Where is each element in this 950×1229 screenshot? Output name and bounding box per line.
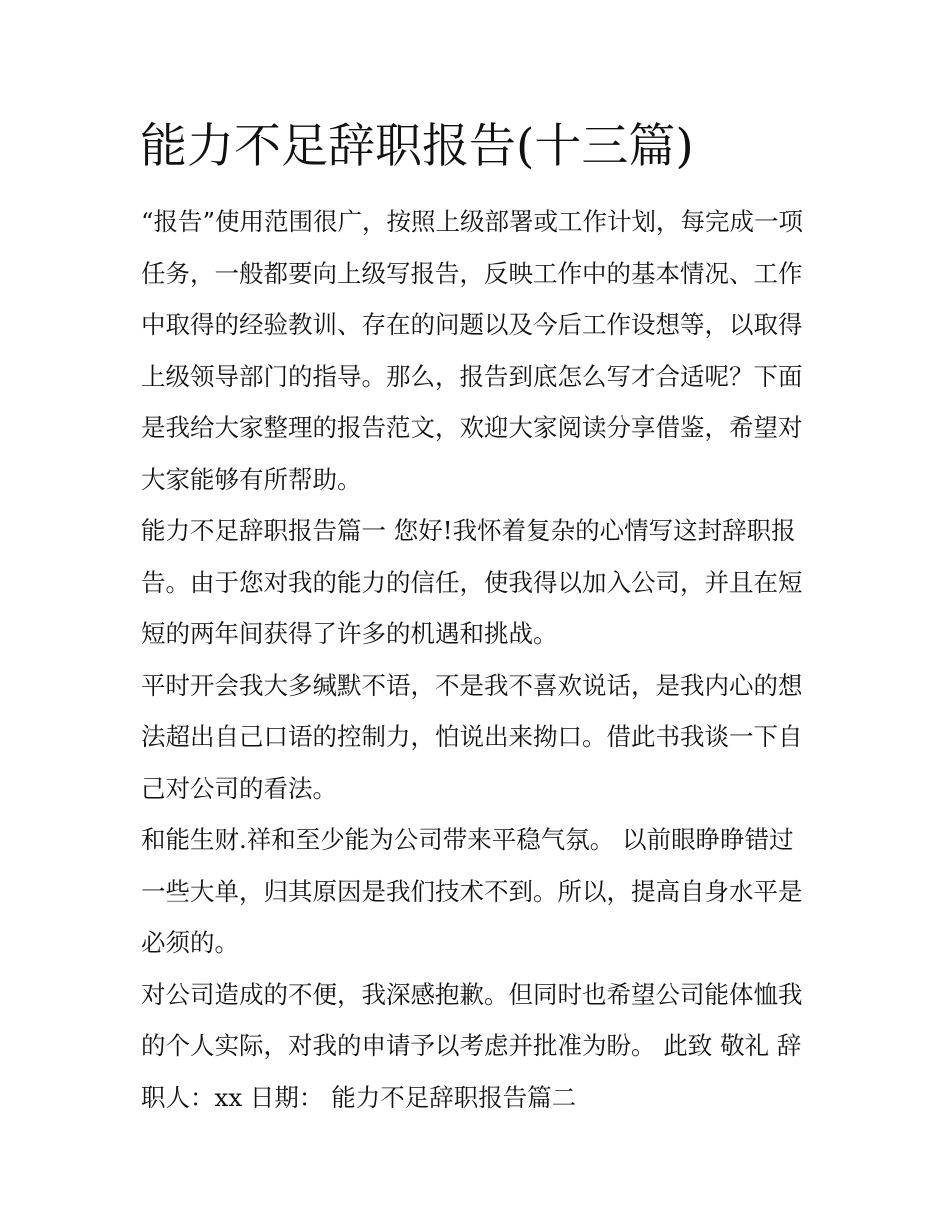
text-line: 职人：xx 日期： 能力不足辞职报告篇二 [141,1082,577,1112]
text-line: 的个人实际，对我的申请予以考虑并批准为盼。 此致 敬礼 辞 [141,1031,802,1060]
text-line: 大家能够有所帮助。 [141,464,362,494]
text-line: 法超出自己口语的控制力，怕说出来拗口。借此书我谈一下自 [141,722,803,751]
text-line: 能力不足辞职报告篇一 您好!我怀着复杂的心情写这封辞职报 [141,516,796,545]
text-line: “报告”使用范围很广，按照上级部署或工作计划，每完成一项 [141,207,804,236]
paragraph-intro [141,196,816,505]
text-line: 上级领导部门的指导。那么，报告到底怎么写才合适呢？下面 [141,361,803,391]
paragraph-harmony [141,814,816,969]
text-line: 中取得的经验教训、存在的问题以及今后工作设想等，以取得 [141,310,803,339]
text-line: 任务，一般都要向上级写报告，反映工作中的基本情况、工作 [141,258,803,288]
document-title: 能力不足辞职报告(十三篇) [140,119,694,174]
text-line: 短的两年间获得了许多的机遇和挑战。 [141,619,558,648]
text-line: 对公司造成的不便，我深感抱歉。但同时也希望公司能体恤我 [141,979,803,1009]
paragraph-closing [141,969,816,1124]
text-line: 一些大单，归其原因是我们技术不到。所以，提高自身水平是 [141,876,803,906]
document-body [141,196,816,1123]
text-line: 告。由于您对我的能力的信任，使我得以加入公司，并且在短 [141,567,803,597]
text-line: 平时开会我大多缄默不语，不是我不喜欢说话，是我内心的想 [141,670,803,700]
paragraph-report-one [141,505,816,660]
paragraph-meetings [141,660,816,815]
text-line: 必须的。 [141,928,239,957]
text-line: 和能生财.祥和至少能为公司带来平稳气氛。 以前眼睁睁错过 [141,825,794,854]
text-line: 是我给大家整理的报告范文，欢迎大家阅读分享借鉴，希望对 [141,413,803,442]
text-line: 己对公司的看法。 [141,773,337,803]
